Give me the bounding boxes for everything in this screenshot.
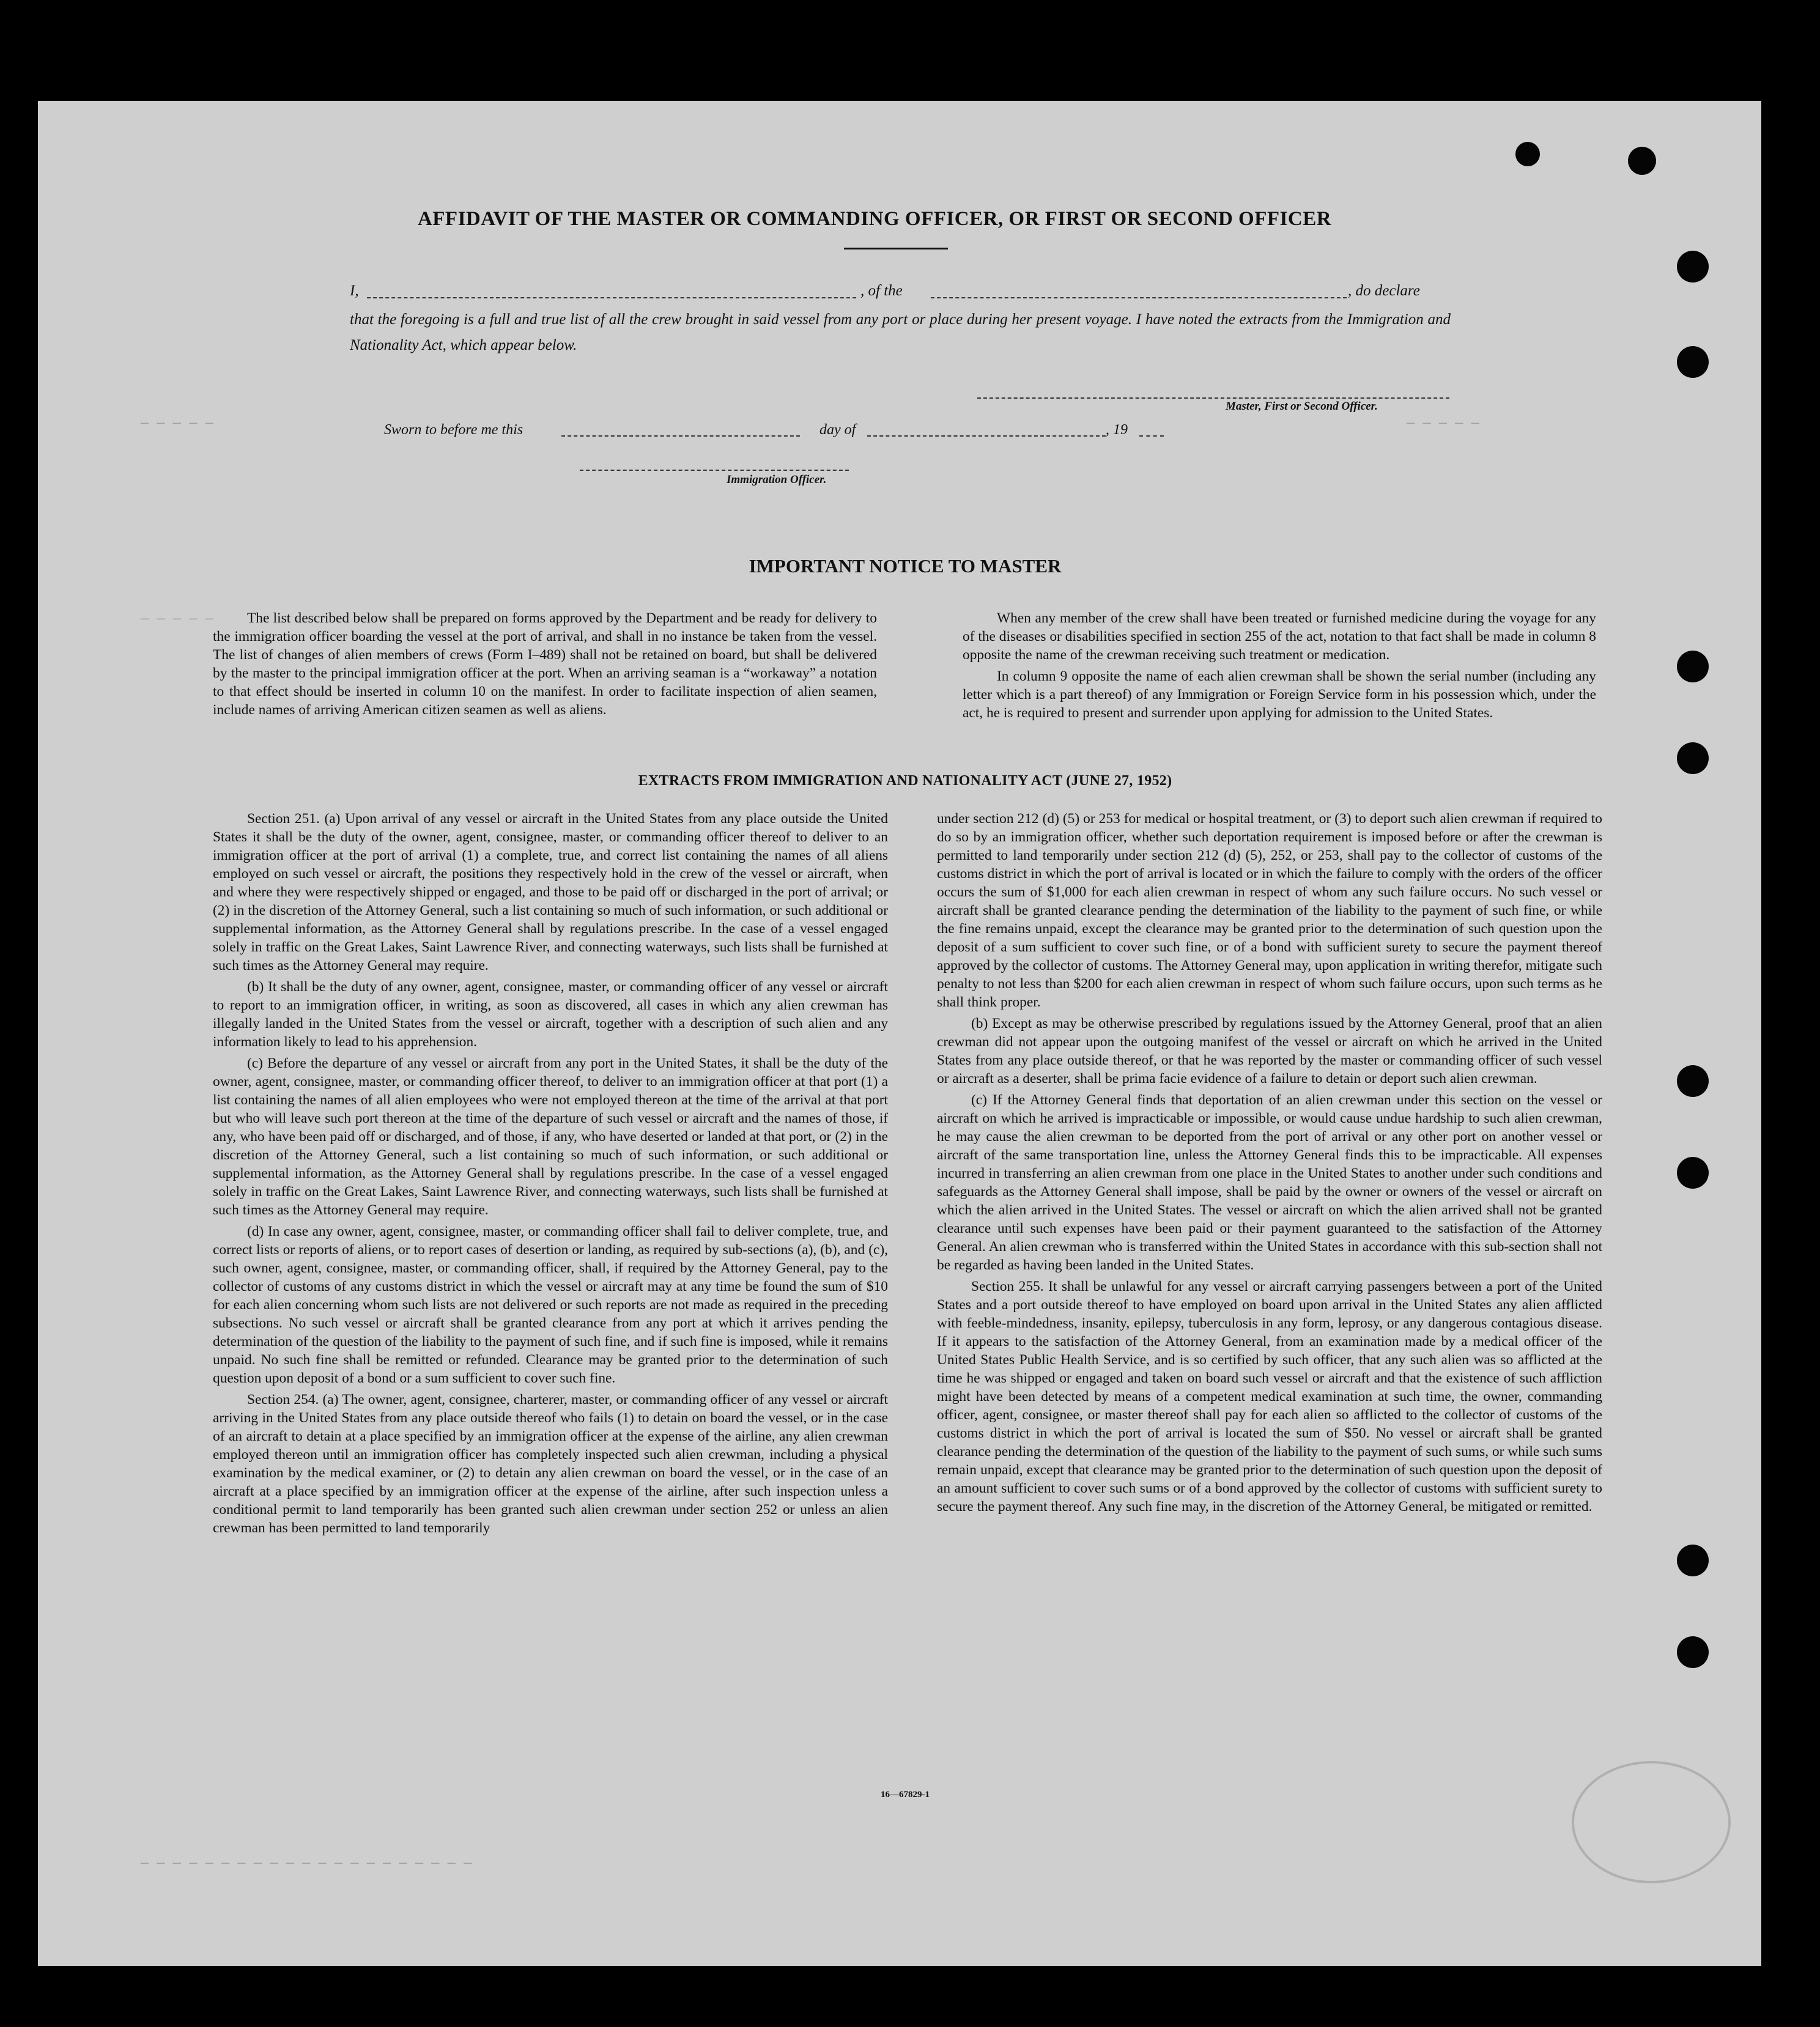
bleed-through-marks: — — — — — — [1407, 416, 1479, 431]
notice-title: IMPORTANT NOTICE TO MASTER — [749, 555, 1062, 577]
faint-stamp — [1572, 1761, 1731, 1883]
vessel-field[interactable] — [931, 297, 1347, 298]
bleed-through-marks: — — — — — — [141, 416, 213, 431]
notice-paragraph: When any member of the crew shall have been treated or furnished medicine during the voyage for any of the diseases or disabilities specified in section 255 of the act, notation to that fact shall be made in column 8 opposite the name of the crewman receiving such treatment or medication. — [963, 610, 1596, 663]
year-label: , 19 — [1106, 422, 1128, 438]
extracts-left-column — [213, 810, 888, 1537]
punch-hole — [1677, 742, 1709, 774]
extracts-title: EXTRACTS FROM IMMIGRATION AND NATIONALITY ACT (JUNE 27, 1952) — [638, 773, 1172, 789]
immigration-officer-signature-field[interactable] — [580, 470, 849, 471]
punch-hole — [1677, 1545, 1709, 1576]
bleed-through-marks: — — — — — — [141, 611, 213, 627]
punch-hole — [1677, 1065, 1709, 1097]
sworn-line — [384, 422, 1179, 446]
punch-hole — [1677, 346, 1709, 378]
i-label: I, — [350, 282, 359, 299]
master-caption: Master, First or Second Officer. — [1226, 400, 1378, 413]
of-the-label: , of the — [860, 282, 903, 299]
punch-hole — [1677, 1157, 1709, 1189]
notice-left-column — [213, 609, 877, 719]
section-paragraph: Section 255. It shall be unlawful for any vessel or aircraft carrying passengers between a port of the United States and a port outside thereof to have employed on board upon arrival in the United States any alien afflicted with feeble-mindedness, insanity, epilepsy, tuberculosis in any form, leprosy, or any dangerous contagious disease. If it appears to the satisfaction of the Attorney General, from an examination made by a medical officer of the United States Public Health Service, and is so certified by such officer, that any such alien was so afflicted at the time he was shipped or engaged and taken on board such vessel or aircraft and that the existence of such affliction might have been detected by means of a competent medical examination at such time, the owner, commanding officer, agent, consignee, or master thereof shall pay for each alien so afflicted to the collector of customs of the customs district in which the port of arrival is located the sum of $50. No vessel or aircraft shall be granted clearance pending the determination of the question of the liability to the payment of such sums, or while such sums remain unpaid, except that clearance may be granted prior to the determination of such question upon the deposit of an amount sufficient to cover such sums or of a bond approved by the collector of customs with sufficient surety to secure the payment thereof. Any such fine may, in the discretion of the Attorney General, be mitigated or remitted. — [937, 1279, 1602, 1515]
punch-hole — [1515, 142, 1540, 166]
section-paragraph: (b) It shall be the duty of any owner, agent, consignee, master, or commanding officer of any vessel or aircraft to report to an immigration officer, in writing, as soon as discovered, all cases in which any alien crewman has illegally landed in the United States from the vessel or aircraft, together with a description of such alien and any information likely to lead to his apprehension. — [213, 979, 888, 1050]
name-field[interactable] — [367, 297, 856, 298]
master-signature-field[interactable] — [977, 397, 1449, 399]
declaration-line — [350, 282, 1451, 307]
sworn-month-field[interactable] — [867, 435, 1106, 437]
notice-paragraph: The list described below shall be prepared on forms approved by the Department and be ready for delivery to the immigration officer boarding the vessel at the port of arrival, and shall in no instance be taken from the vessel. The list of changes of alien members of crews (Form I–489) shall not be retained on board, but shall be delivered by the master to the principal immigration officer at the port. When an arriving seaman is a “workaway” a notation to that effect should be inserted in column 10 on the manifest. In order to facilitate inspection of alien seamen, include names of arriving American citizen seamen as well as aliens. — [213, 610, 877, 718]
sworn-year-field[interactable] — [1139, 435, 1164, 437]
day-of-label: day of — [819, 422, 856, 438]
sworn-day-field[interactable] — [561, 435, 800, 437]
punch-hole — [1677, 1636, 1709, 1668]
punch-hole — [1677, 651, 1709, 682]
immigration-officer-caption: Immigration Officer. — [727, 473, 827, 486]
section-paragraph: (d) In case any owner, agent, consignee, master, or commanding officer shall fail to deliver complete, true, and correct lists or reports of aliens, or to report cases of desertion or landing, as required by sub-sections (a), (b), and (c), such owner, agent, consignee, master, or commanding officer, shall, if required by the Attorney General, pay to the collector of customs of any customs district in which the vessel or aircraft may at any time be found the sum of $10 for each alien concerning whom such lists are not delivered or such reports are not made as required in the preceding subsections. No such vessel or aircraft shall be granted clearance from any port at which it arrives pending the determination of the question of the liability to the payment of such fine, and if such fine is imposed, while it remains unpaid. No such fine shall be remitted or refunded. Clearance may be granted prior to the determination of such question upon deposit of a bond or a sum sufficient to cover such fine. — [213, 1224, 888, 1386]
section-paragraph: (c) If the Attorney General finds that deportation of an alien crewman under this section on the vessel or aircraft on which he arrived is impracticable or impossible, or would cause undue hardship to such alien crewman, he may cause the alien crewman to be deported from the port of arrival or any other port on another vessel or aircraft of the same transportation line, unless the Attorney General finds this to be impracticable. All expenses incurred in transferring an alien crewman from one place in the United States to another under such conditions and safeguards as the Attorney General shall impose, shall be paid by the owner or owners of the vessel or aircraft on which the alien arrived in the United States. The vessel or aircraft on which the alien arrived shall not be granted clearance until such expenses have been paid or their payment guaranteed to the satisfaction of the Attorney General. An alien crewman who is transferred within the United States in accordance with this sub-section shall not be regarded as having been landed in the United States. — [937, 1092, 1602, 1273]
punch-hole — [1677, 251, 1709, 282]
section-paragraph: Section 254. (a) The owner, agent, consignee, charterer, master, or commanding officer of any vessel or aircraft arriving in the United States from any place outside thereof who fails (1) to detain on board the vessel, or in the case of an aircraft to detain at a place specified by an immigration officer at the expense of the airline, any alien crewman employed thereon until an immigration officer has completely inspected such alien crewman, including a physical examination by the medical examiner, or (2) to detain any alien crewman on board the vessel, or in the case of an aircraft at a place specified by an immigration officer at the expense of the airline, after such inspection unless a conditional permit to land temporarily has been granted such alien crewman under section 252 or unless an alien crewman has been permitted to land temporarily — [213, 1392, 888, 1536]
affidavit-title: AFFIDAVIT OF THE MASTER OR COMMANDING OFFICER, OR FIRST OR SECOND OFFICER — [417, 208, 1332, 230]
declaration-text: that the foregoing is a full and true list of all the crew brought in said vessel from any port or place during her present voyage. I have noted the extracts from the Immigration and Nationality Act, which appear below. — [350, 311, 1451, 353]
section-paragraph: Section 251. (a) Upon arrival of any vessel or aircraft in the United States from any place outside the United States it shall be the duty of the owner, agent, consignee, master, or commanding officer thereof to deliver to an immigration officer at the port of arrival (1) a complete, true, and correct list containing the names of all aliens employed on such vessel or aircraft, the positions they respectively hold in the crew of the vessel or aircraft, when and where they were respectively shipped or engaged, and those to be paid off or discharged in the port of arrival; or (2) in the discretion of the Attorney General, such a list containing so much of such information, or such additional or supplemental information, as the Attorney General shall by regulations prescribe. In the case of a vessel engaged solely in traffic on the Great Lakes, Saint Lawrence River, and connecting waterways, such lists shall be furnished at such times as the Attorney General may require. — [213, 811, 888, 973]
title-rule — [844, 248, 948, 249]
do-declare-label: , do declare — [1348, 282, 1420, 299]
form-number: 16—67829-1 — [881, 1790, 930, 1800]
notice-right-column — [963, 609, 1596, 722]
section-paragraph: under section 212 (d) (5) or 253 for medical or hospital treatment, or (3) to deport such alien crewman if required to do so by an immigration officer, whether such deportation requirement is imposed before or after the crewman is permitted to land temporarily under section 212 (d) (5), 252, or 253, shall pay to the collector of customs of the customs district in which the port of arrival is located or in which the failure to comply with the orders of the officer occurs the sum of $1,000 for each alien crewman in respect of whom any such failure occurs. No such vessel or aircraft shall be granted clearance pending the determination of the liability to the payment of such fine, or while the fine remains unpaid, except the clearance may be granted prior to the determination of such question upon the deposit of a sum sufficient to cover such fine, or of a bond with sufficient surety to secure the payment thereof approved by the collector of customs. The Attorney General may, upon application in writing therefor, mitigate such penalty to not less than $200 for each alien crewman in respect of whom such failure occurs, upon such terms as he shall think proper. — [937, 811, 1602, 1010]
bleed-through-marks: — — — — — — — — — — — — — — — — — — — — — — [141, 1856, 472, 1871]
notice-paragraph: In column 9 opposite the name of each alien crewman shall be shown the serial number (including any letter which is a part thereof) of any Immigration or Foreign Service form in his possession which, under the act, he is required to present and surrender upon applying for admission to the United States. — [963, 668, 1596, 721]
sworn-label: Sworn to before me this — [384, 422, 523, 438]
extracts-right-column — [937, 810, 1602, 1516]
section-paragraph: (b) Except as may be otherwise prescribed by regulations issued by the Attorney General, proof that an alien crewman did not appear upon the outgoing manifest of the vessel or aircraft on which he arrived in the United States from any place outside thereof, or that he was reported by the master or commanding officer of such vessel or aircraft as a deserter, shall be prima facie evidence of a failure to detain or deport such alien crewman. — [937, 1016, 1602, 1087]
punch-hole — [1628, 147, 1656, 175]
section-paragraph: (c) Before the departure of any vessel or aircraft from any port in the United States, it shall be the duty of the owner, agent, consignee, master, or commanding officer thereof, to deliver to an immigration officer at that port (1) a list containing the names of all alien employees who were not employed thereon at the time of the arrival at that port but who will leave such port thereon at the time of the departure of such vessel or aircraft and the names of those, if any, who have been paid off or discharged, and of those, if any, who have deserted or landed at that port, or (2) in the discretion of the Attorney General, such a list containing so much of such information, or such additional or supplemental information, as the Attorney General shall by regulations prescribe. In the case of a vessel engaged solely in traffic on the Great Lakes, Saint Lawrence River, and connecting waterways, such lists shall be furnished at such times as the Attorney General may require. — [213, 1055, 888, 1218]
